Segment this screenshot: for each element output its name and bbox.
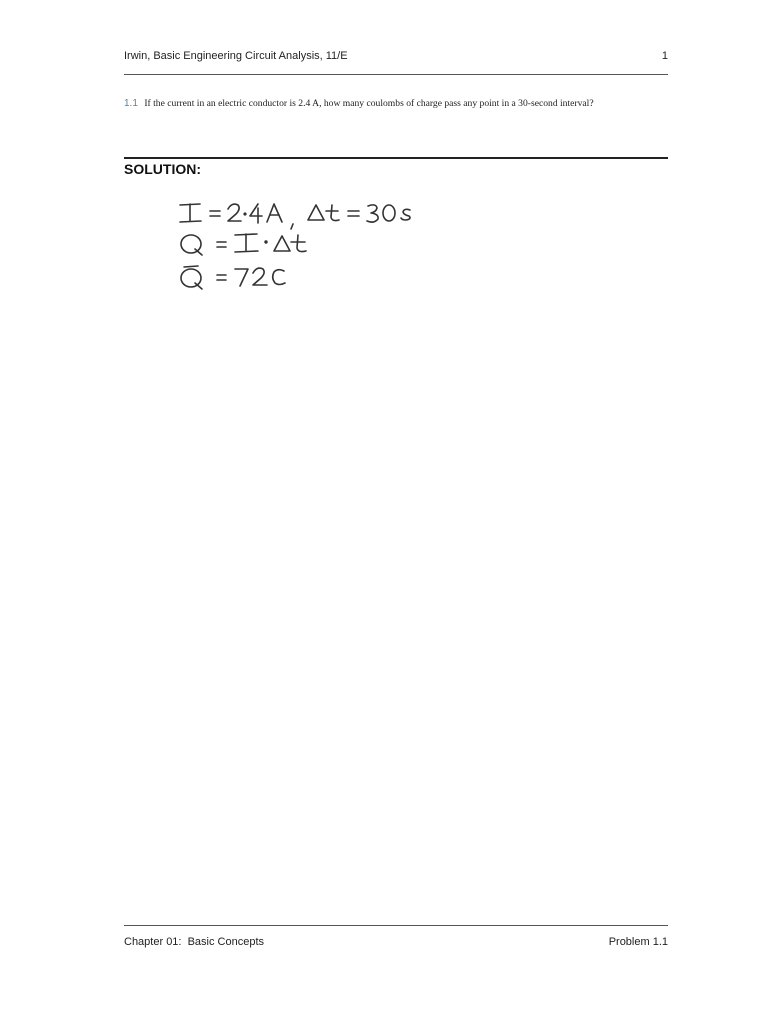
page-header (124, 50, 668, 75)
hw-line-2 (181, 234, 306, 255)
problem-text: If the current in an electric conductor is 2.4 A, how many coulombs of charge pass any point in a 30-second interval? (144, 98, 594, 109)
solution-heading: SOLUTION: (124, 161, 201, 177)
handwritten-solution (170, 193, 440, 298)
handwritten-solution-drawing (170, 193, 440, 293)
page-number: 1 (661, 50, 668, 62)
hw-line-1 (180, 204, 410, 229)
book-title: Irwin, Basic Engineering Circuit Analysis, 11/E (124, 50, 348, 62)
chapter-label: Chapter 01: Basic Concepts (124, 936, 265, 948)
problem-number: 1.1 (124, 98, 138, 109)
page-footer (124, 925, 668, 948)
solution-divider (124, 157, 668, 159)
problem-statement (124, 98, 684, 109)
hw-line-3 (181, 266, 285, 289)
problem-label: Problem 1.1 (608, 936, 668, 948)
